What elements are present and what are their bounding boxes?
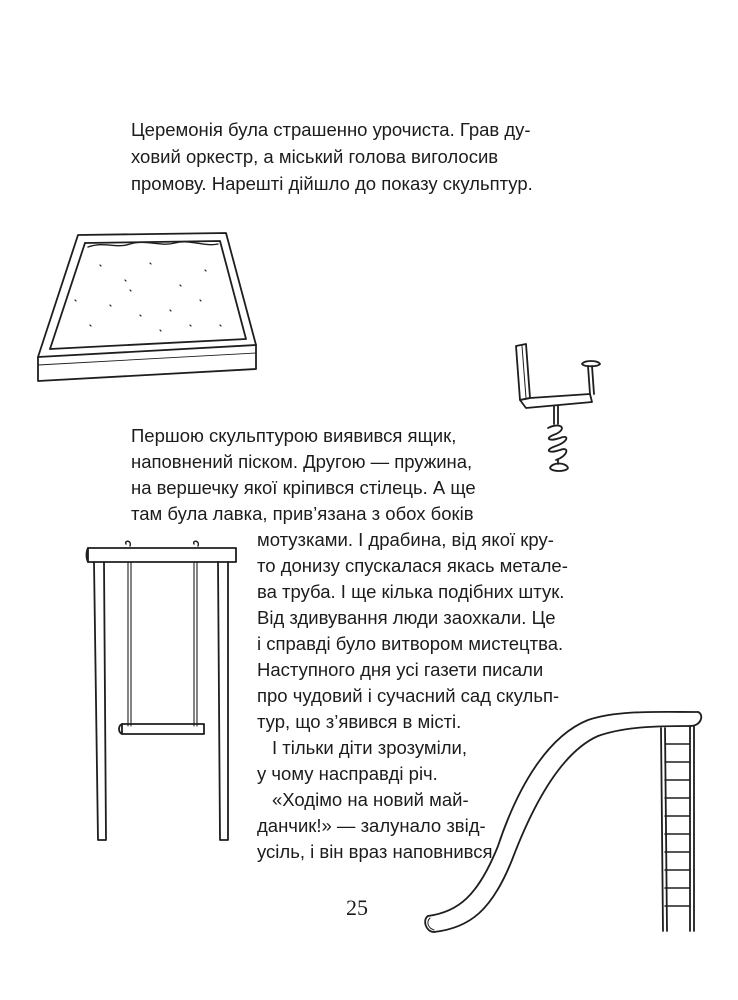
paragraph-2-line-3: на вершечку якої кріпився стілець. А ще xyxy=(131,477,476,498)
paragraph-2-line-1: Першою скульптурою виявився ящик, xyxy=(131,425,457,446)
paragraph-4-line-1: «Ходімо на новий май- xyxy=(272,789,469,810)
paragraph-2-line-5: мотузками. І драбина, від якої кру- xyxy=(257,529,554,550)
paragraph-1-line-1: Церемонія була страшенно урочиста. Грав ду- xyxy=(131,119,531,140)
paragraph-2-line-9: і справді було витвором мистецтва. xyxy=(257,633,564,654)
paragraph-3-line-2: у чому насправді річ. xyxy=(257,763,438,784)
paragraph-2-line-11: про чудовий і сучасний сад скульп- xyxy=(257,685,560,706)
paragraph-3-line-1: І тільки діти зрозуміли, xyxy=(272,737,467,758)
slide-illustration xyxy=(418,706,708,936)
spring-chair-illustration xyxy=(508,338,608,488)
paragraph-2-line-4: там була лавка, прив’язана з обох боків xyxy=(131,503,474,524)
sandbox-illustration xyxy=(30,225,260,385)
paragraph-1-line-3: промову. Нарешті дійшло до показу скульптур. xyxy=(131,173,533,194)
paragraph-1-line-2: ховий оркестр, а міський голова виголосив xyxy=(131,146,499,167)
paragraph-4-line-3: усіль, і він враз наповнився xyxy=(257,841,493,862)
paragraph-2-line-8: Від здивування люди заохкали. Це xyxy=(257,607,556,628)
paragraph-4-line-2: данчик!» — залунало звід- xyxy=(257,815,486,836)
swing-illustration xyxy=(82,540,242,850)
page-number: 25 xyxy=(346,895,368,920)
paragraph-2-line-2: наповнений піском. Другою — пружина, xyxy=(131,451,473,472)
paragraph-2-line-10: Наступного дня усі газети писали xyxy=(257,659,544,680)
paragraph-2-line-6: то донизу спускалася якась метале- xyxy=(257,555,568,576)
paragraph-2-line-7: ва труба. І ще кілька подібних штук. xyxy=(257,581,565,602)
paragraph-2-line-12: тур, що з’явився в місті. xyxy=(257,711,462,732)
